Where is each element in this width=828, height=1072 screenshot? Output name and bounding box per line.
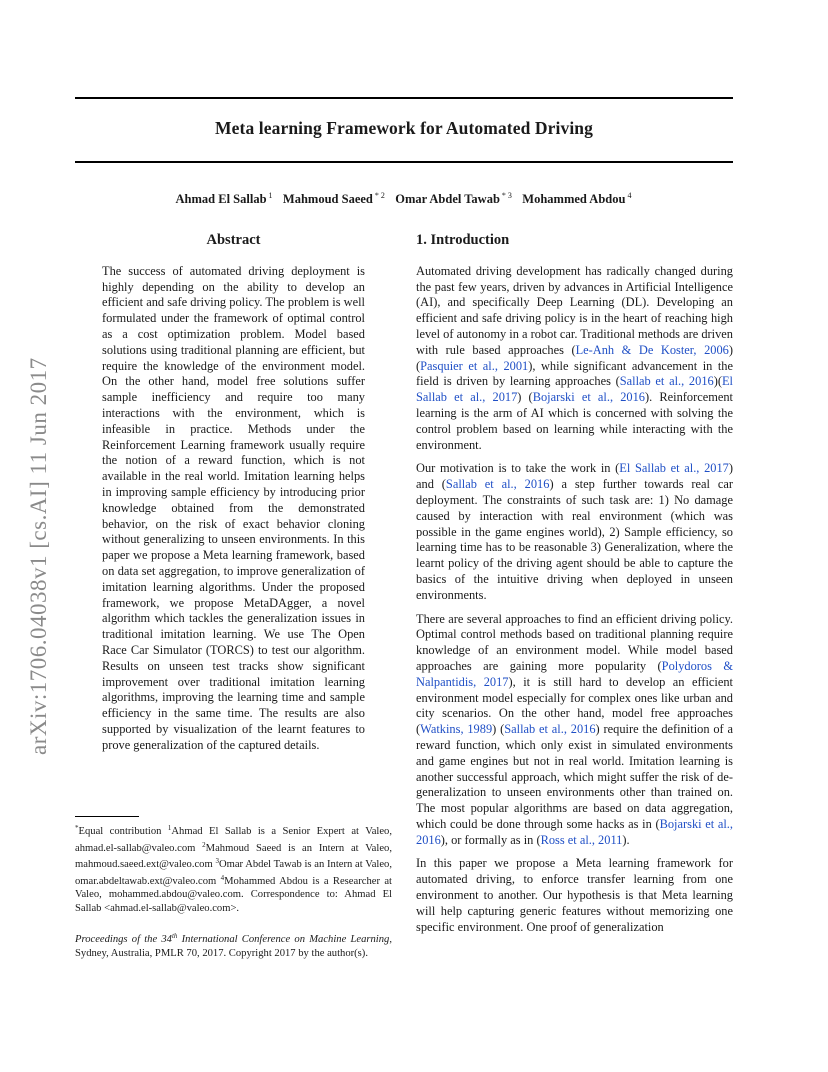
citation-link[interactable]: El Sallab et al., 2017 xyxy=(416,374,733,405)
title-rule-bottom xyxy=(75,161,733,163)
author-affiliation-mark: * 2 xyxy=(374,191,385,200)
title-rule-top xyxy=(75,97,733,99)
citation-link[interactable]: Ross et al., 2011 xyxy=(540,832,623,847)
author-affiliation-mark: 4 xyxy=(627,191,632,200)
footnote-mark: 4 xyxy=(220,873,225,882)
footnote-mark: * xyxy=(75,824,79,832)
citation-link[interactable]: Bojarski et al., 2016 xyxy=(416,816,733,847)
footnote-mark: 3 xyxy=(215,857,219,866)
footnote-rule xyxy=(75,816,139,817)
citation-link[interactable]: Sallab et al., 2016 xyxy=(504,722,596,737)
introduction-heading: 1. Introduction xyxy=(416,232,510,248)
intro-paragraph: Our motivation is to take the work in (El Sallab et al., 2017) and (Sallab et al., 2016) a step further towards real car deployment. The constraints of such task are: 1) No damage caused by interaction with real environment (which was possible in the game engines world), 2) Sample efficiency, so learning time has to be reasonable 3) Generalization, where the learnt policy of the driving agent should be able to capture the basics of the intuitive driving when deployed in unseen environments. xyxy=(416,461,734,602)
citation-link[interactable]: Le-Anh & De Koster, 2006 xyxy=(575,342,729,357)
proceedings-details: , Sydney, Australia, PMLR 70, 2017. Copyright 2017 by the author(s). xyxy=(75,934,392,959)
citation-link[interactable]: Watkins, 1989 xyxy=(420,722,493,737)
author-name: Ahmad El Sallab xyxy=(175,192,267,206)
intro-paragraph: There are several approaches to find an efficient driving policy. Optimal control methods based on traditional planning require knowledge of an environment model. While model based approaches are gaining more popularity (Polydoros & Nalpantidis, 2017), it is still hard to develop an efficient environment model especially for complex ones like urban and city scenarios. On the other hand, model free approaches (Watkins, 1989) (Sallab et al., 2016) require the definition of a reward function, which only exist in simulated environments and game engines but not in real world. Imitation learning is another successful approach, which might suffer the risk of de-generalization to unseen environments other than trained on. The most popular algorithms are based on data aggregation, which could be done through some hacks as in (Bojarski et al., 2016), or formally as in (Ross et al., 2011). xyxy=(416,611,734,847)
citation-link[interactable]: Sallab et al., 2016 xyxy=(619,374,714,389)
author-name: Mahmoud Saeed xyxy=(282,192,373,206)
footnote-mark: 2 xyxy=(202,840,206,849)
intro-paragraph: Automated driving development has radically changed during the past few years, driven by advances in Artificial Intelligence (AI), and specifically Deep Learning (DL). Developing an efficient and safe driving policy is in the heart of reaching high level of autonomy in a robot car. Traditional methods are driven with rule based approaches (Le-Anh & De Koster, 2006)(Pasquier et al., 2001), while significant advancement in the field is driven by learning approaches (Sallab et al., 2016)(El Sallab et al., 2017) (Bojarski et al., 2016). Reinforcement learning is the arm of AI which is concerned with solving the control problem based on learning while interacting with the environment. xyxy=(416,263,734,452)
footnote-text: Equal contribution xyxy=(78,826,168,837)
author-affiliation-mark: * 3 xyxy=(501,191,512,200)
footnote-text: Omar Abdel Tawab is an Intern at Valeo, omar.abdeltawab.ext@valeo.com xyxy=(75,859,392,887)
citation-link[interactable]: Bojarski et al., 2016 xyxy=(532,390,645,405)
introduction-section xyxy=(416,233,733,943)
author-list xyxy=(75,191,733,207)
citation-link[interactable]: El Sallab et al., 2017 xyxy=(619,461,729,476)
intro-paragraph: In this paper we propose a Meta learning framework for automated driving, to enforce transfer learning from one environment to another. Our hypothesis is that Meta learning will help capturing generic features without memorizing one specific environment. One proof of generalization xyxy=(416,856,733,934)
arxiv-identifier: arXiv:1706.04038v1 [cs.AI] 11 Jun 2017 xyxy=(26,357,51,755)
abstract-section xyxy=(102,233,365,762)
abstract-heading: Abstract xyxy=(206,232,261,248)
citation-link[interactable]: Sallab et al., 2016 xyxy=(445,477,550,492)
author-affiliation-mark: 1 xyxy=(268,191,273,200)
footnote-text: Mohammed Abdou is a Researcher at Valeo, mohammed.abdou@valeo.com. Correspondence to: Ahmad El Sallab <ahmad.el-sallab@valeo.com>. xyxy=(75,875,393,914)
footnote-mark: 1 xyxy=(167,824,172,832)
author-name: Omar Abdel Tawab xyxy=(395,192,500,206)
proceedings-venue: Proceedings of the 34 xyxy=(75,934,172,945)
footnote-proceedings xyxy=(75,930,392,960)
citation-link[interactable]: Polydoros & Nalpantidis, 2017 xyxy=(416,658,733,689)
footnote-affiliations xyxy=(75,822,392,916)
footnote-text: Ahmad El Sallab is a Senior Expert at Valeo, ahmad.el-sallab@valeo.com xyxy=(75,826,392,854)
citation-link[interactable]: Pasquier et al., 2001 xyxy=(420,358,529,373)
paper-title: Meta learning Framework for Automated Driving xyxy=(215,118,593,138)
abstract-text: The success of automated driving deployment is highly depending on the ability to develop an efficient and safe driving policy. The problem is well formulated under the framework of optimal control as a cost optimization problem. Model based solutions using traditional planning are efficient, but require the knowledge of the environment model. On the other hand, model free solutions suffer sample inefficiency and require too many interactions with the environment, which is infeasible in practice. Methods under the Reinforcement Learning framework usually require the notion of a reward function, which is not available in the real world. Imitation learning helps in improving sample efficiency by introducing prior knowledge obtained from the demonstrated behavior, on the risk of exact behavior cloning without generalizing to unseen environments. In this paper we propose a Meta learning framework, based on data set aggregation, to improve generalization of imitation learning algorithms. Under the proposed framework, we propose MetaDAgger, a novel algorithm which tackles the generalization issues in traditional imitation learning. We use The Open Race Car Simulator (TORCS) to test our algorithm. Results on unseen test tracks show significant improvement over traditional imitation learning algorithms, improving the learning time and sample efficiency in the same time. The results are also supported by visualization of the learnt features to prove generalization of the captured details. xyxy=(102,263,365,752)
author-name: Mohammed Abdou xyxy=(522,192,626,206)
proceedings-venue: International Conference on Machine Learning xyxy=(177,934,390,945)
proceedings-ordinal: th xyxy=(171,932,178,940)
footnote-text: Mahmoud Saeed is an Intern at Valeo, mahmoud.saeed.ext@valeo.com xyxy=(75,842,392,871)
